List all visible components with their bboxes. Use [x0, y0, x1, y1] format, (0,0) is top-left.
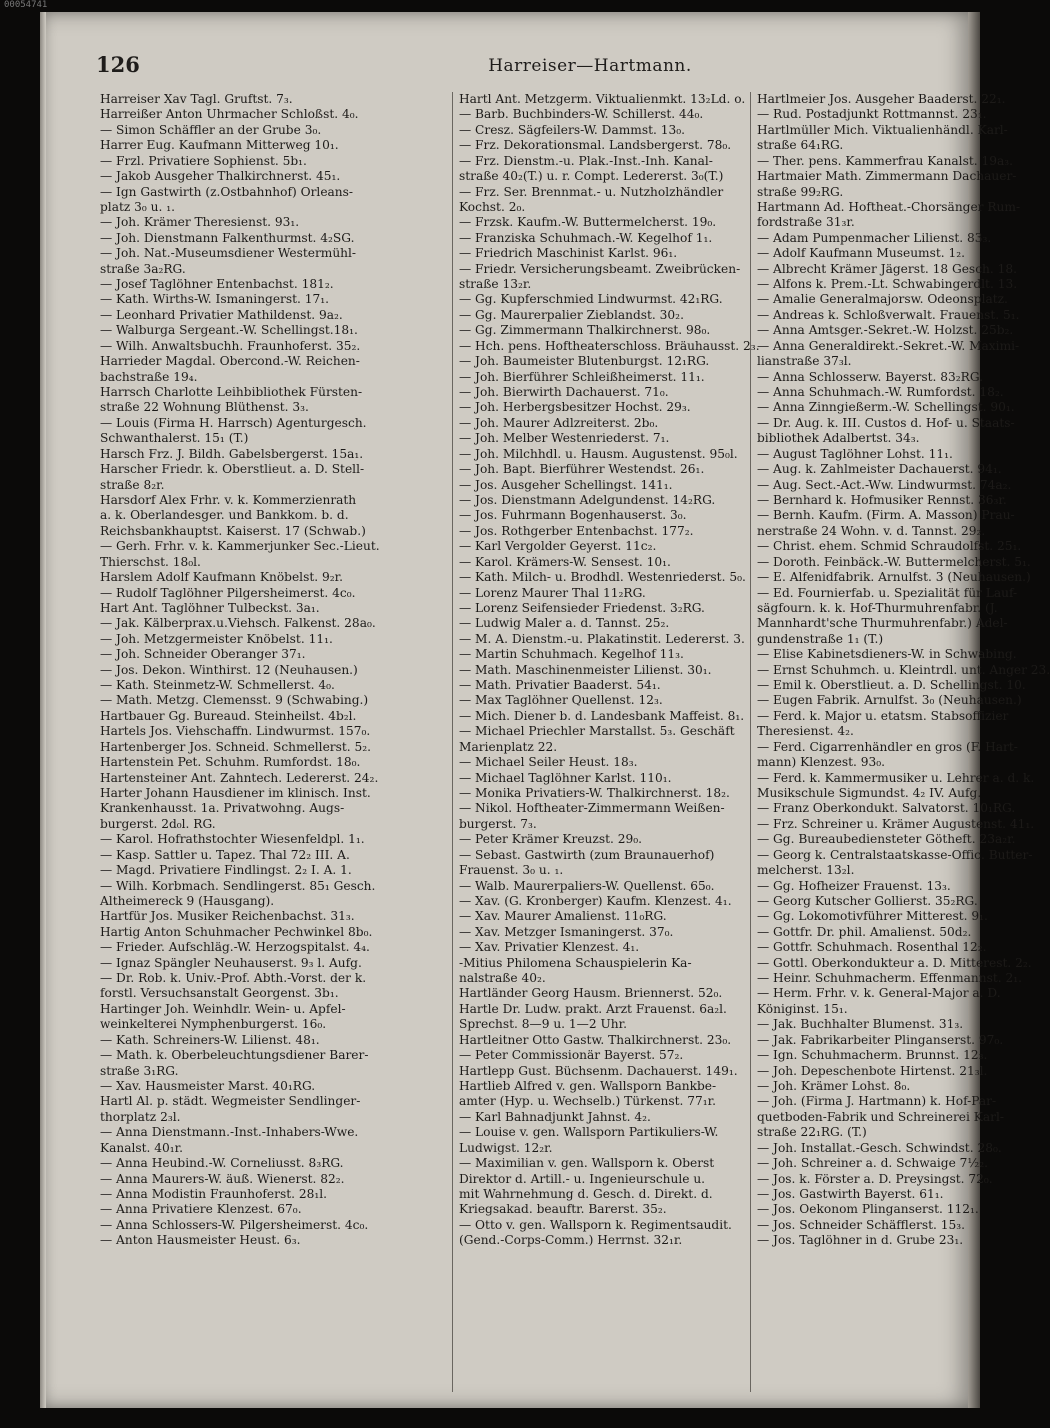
directory-entry: — Joh. Herbergsbesitzer Hochst. 29₃.	[459, 400, 691, 415]
directory-entry: Hartl Al. p. städt. Wegmeister Sendlinger-	[100, 1094, 361, 1109]
directory-entry: Harrieder Magdal. Obercond.-W. Reichen-	[100, 354, 360, 369]
directory-entry: — Math. Metzg. Clemensst. 9 (Schwabing.)	[100, 693, 369, 708]
directory-entry: — Karol. Hofrathstochter Wiesenfeldpl. 1₁.	[100, 832, 365, 847]
directory-entry: — Ferd. Cigarrenhändler en gros (F. Hart-	[757, 739, 1018, 754]
directory-entry: melcherst. 13₂l.	[757, 863, 855, 878]
directory-entry: — Max Taglöhner Quellenst. 12₃.	[459, 693, 663, 708]
directory-entry: — Jak. Buchhalter Blumenst. 31₃.	[757, 1017, 964, 1032]
directory-entry: Harsch Frz. J. Bildh. Gabelsbergerst. 15a₁.	[100, 446, 364, 461]
directory-entry: — August Taglöhner Lohst. 11₁.	[757, 446, 953, 461]
directory-entry: — Jos. k. Förster a. D. Preysingst. 72₀.	[757, 1171, 993, 1186]
directory-entry: — Kath. Schreiners-W. Lilienst. 48₁.	[100, 1032, 320, 1047]
directory-entry: — Joh. Schneider Oberanger 37₁.	[100, 647, 306, 662]
directory-entry: — Ign. Schuhmacherm. Brunnst. 12₃.	[757, 1048, 988, 1063]
directory-entry: straße 22 Wohnung Blüthenst. 3₃.	[100, 400, 309, 415]
directory-entry: — Frz. Schreiner u. Krämer Augustenst. 41₁.	[757, 816, 1035, 831]
directory-entry: — Kath. Milch- u. Brodhdl. Westenriederst. 5₀.	[459, 570, 746, 585]
directory-entry: — E. Alfenidfabrik. Arnulfst. 3 (Neuhausen.)	[757, 570, 1031, 585]
directory-entry: Hartinger Joh. Weinhdlr. Wein- u. Apfel-	[100, 1001, 346, 1016]
directory-entry: — Michael Seiler Heust. 18₃.	[459, 755, 638, 770]
directory-entry: — Ign Gastwirth (z.Ostbahnhof) Orleans-	[100, 184, 354, 199]
directory-entry: Musikschule Sigmundst. 4₂ IV. Aufg.	[757, 785, 982, 800]
directory-entry: — Lorenz Maurer Thal 11₂RG.	[459, 585, 646, 600]
directory-entry: — Friedrich Maschinist Karlst. 96₁.	[459, 246, 678, 261]
directory-entry: — Gg. Hofheizer Frauenst. 13₃.	[757, 878, 951, 893]
page-number: 126	[96, 52, 140, 77]
directory-entry: — Bernh. Kaufm. (Firm. A. Masson) Prau-	[757, 508, 1015, 523]
directory-entry: straße 3₁RG.	[100, 1063, 179, 1078]
directory-entry: — Gg. Lokomotivführer Mitterest. 9₁.	[757, 909, 988, 924]
directory-entry: — Leonhard Privatier Mathildenst. 9a₂.	[100, 307, 343, 322]
directory-entry: — Anton Hausmeister Heust. 6₃.	[100, 1233, 301, 1248]
directory-entry: — Joh. (Firma J. Hartmann) k. Hof-Par-	[757, 1094, 997, 1109]
directory-entry: — Ernst Schuhmch. u. Kleintrdl. unt. Anger 23.	[757, 662, 1050, 677]
directory-entry: — Joh. Maurer Adlzreiterst. 2b₀.	[459, 415, 659, 430]
directory-entry: Altheimereck 9 (Hausgang).	[100, 893, 275, 908]
directory-entry: — M. A. Dienstm.-u. Plakatinstit. Ledererst. 3.	[459, 631, 745, 646]
directory-entry: — Aug. k. Zahlmeister Dachauerst. 94₁.	[757, 462, 1002, 477]
directory-entry: — Frieder. Aufschläg.-W. Herzogspitalst. 4₄.	[100, 940, 370, 955]
directory-entry: — Andreas k. Schloßverwalt. Frauenst. 5₁.	[757, 307, 1020, 322]
directory-entry: — Xav. Hausmeister Marst. 40₁RG.	[100, 1079, 316, 1093]
directory-entry: — Eugen Fabrik. Arnulfst. 3₀ (Neuhausen.)	[757, 693, 1022, 708]
directory-entry: — Xav. Maurer Amalienst. 11₀RG.	[459, 909, 667, 924]
directory-entry: — Jos. Dekon. Winthirst. 12 (Neuhausen.)	[100, 662, 358, 677]
directory-entry: — Otto v. gen. Wallsporn k. Regimentsaudit.	[459, 1217, 732, 1232]
directory-entry: Harreiser Xav Tagl. Gruftst. 7₃.	[100, 92, 293, 106]
directory-entry: — Walb. Maurerpaliers-W. Quellenst. 65₀.	[459, 878, 715, 893]
directory-entry: Hartenberger Jos. Schneid. Schmellerst. 5₂.	[100, 739, 372, 754]
directory-entry: Hart Ant. Taglöhner Tulbeckst. 3a₁.	[100, 600, 320, 615]
directory-entry: quetboden-Fabrik und Schreinerei Karl-	[757, 1109, 1004, 1124]
directory-entry: — Xav. Privatier Klenzest. 4₁.	[459, 940, 640, 955]
directory-entry: mit Wahrnehmung d. Gesch. d. Direkt. d.	[459, 1186, 713, 1201]
directory-entry: — Gg. Bureaubediensteter Götheft. 23a₂r.	[757, 832, 1016, 847]
directory-entry: — Ludwig Maler a. d. Tannst. 25₂.	[459, 616, 670, 631]
directory-entry: Krankenhausst. 1a. Privatwohng. Augs-	[100, 801, 345, 816]
directory-entry: — Gerh. Frhr. v. k. Kammerjunker Sec.-Lieut.	[100, 539, 380, 554]
directory-entry: Hartels Jos. Viehschaffn. Lindwurmst. 157₀.	[100, 724, 371, 739]
directory-entry: Hartig Anton Schuhmacher Pechwinkel 8b₀.	[100, 924, 373, 939]
directory-entry: — Alfons k. Prem.-Lt. Schwabingerdlt. 13.	[757, 277, 1018, 292]
directory-entry: Hartbauer Gg. Bureaud. Steinheilst. 4b₂l.	[100, 708, 357, 723]
directory-entry: — Anna Generaldirekt.-Sekret.-W. Maximi-	[757, 338, 1020, 353]
directory-entry: Hartlmeier Jos. Ausgeher Baaderst. 22₁.	[757, 92, 1006, 106]
directory-entry: — Mich. Diener b. d. Landesbank Maffeist. 8₁.	[459, 708, 745, 723]
directory-entry: Hartländer Georg Hausm. Briennerst. 52₀.	[459, 986, 723, 1001]
directory-entry: Hartfür Jos. Musiker Reichenbachst. 31₃.	[100, 909, 355, 924]
directory-entry: bachstraße 19₄.	[100, 369, 198, 384]
directory-entry: — Anna Zinngießerm.-W. Schellingst. 90₁.	[757, 400, 1015, 415]
directory-entry: Hartlepp Gust. Büchsenm. Dachauerst. 149₁.	[459, 1063, 738, 1078]
directory-entry: — Christ. ehem. Schmid Schraudolfst. 25₁.	[757, 539, 1022, 554]
directory-entry: — Jos. Rothgerber Entenbachst. 177₂.	[459, 523, 694, 538]
directory-entry: — Friedr. Versicherungsbeamt. Zweibrücken-	[459, 261, 741, 276]
directory-entry: bibliothek Adalbertst. 34₃.	[757, 431, 920, 446]
directory-entry: — Jos. Dienstmann Adelgundenst. 14₂RG.	[459, 492, 716, 507]
directory-entry: — Heinr. Schuhmacherm. Effenmannst. 2₁.	[757, 971, 1022, 986]
directory-entry: — Ignaz Spängler Neuhauserst. 9₃ l. Aufg.	[100, 955, 362, 970]
directory-entry: — Wilh. Anwaltsbuchh. Fraunhoferst. 35₂.	[100, 338, 361, 353]
directory-entry: Thierschst. 18₀l.	[100, 554, 201, 569]
directory-entry: — Math. Maschinenmeister Lilienst. 30₁.	[459, 662, 712, 677]
directory-entry: — Georg Kutscher Gollierst. 35₂RG.	[757, 893, 978, 908]
directory-entry: Harslem Adolf Kaufmann Knöbelst. 9₂r.	[100, 570, 343, 585]
directory-entry: straße 22₁RG. (T.)	[757, 1125, 867, 1140]
directory-entry: — Jos. Oekonom Plinganserst. 112₁.	[757, 1202, 979, 1217]
directory-entry: — Rudolf Taglöhner Pilgersheimerst. 4c₀.	[100, 585, 356, 600]
directory-entry: — Wilh. Korbmach. Sendlingerst. 85₁ Gesch.	[100, 878, 376, 893]
page-gutter	[40, 12, 46, 1408]
directory-entry: — Joh. Milchhdl. u. Hausm. Augustenst. 95₀l.	[459, 446, 738, 461]
directory-entry: Hartenstein Pet. Schuhm. Rumfordst. 18₀.	[100, 755, 361, 770]
directory-entry: — Xav. (G. Kronberger) Kaufm. Klenzest. 4₁.	[459, 893, 732, 908]
directory-entry: — Jakob Ausgeher Thalkirchnerst. 45₁.	[100, 169, 341, 184]
directory-entry: Direktor d. Artill.- u. Ingenieurschule u.	[459, 1171, 706, 1186]
directory-entry: — Monika Privatiers-W. Thalkirchnerst. 18₂.	[459, 785, 730, 800]
directory-entry: — Joh. Bapt. Bierführer Westendst. 26₁.	[459, 462, 705, 477]
directory-entry: Hartmaier Math. Zimmermann Dachauer-	[757, 169, 1017, 184]
directory-entry: sägfourn. k. k. Hof-Thurmuhrenfabr. (J.	[757, 600, 998, 615]
directory-entry: (Gend.-Corps-Comm.) Herrnst. 32₁r.	[459, 1233, 683, 1248]
directory-entry: — Math. k. Oberbeleuchtungsdiener Barer-	[100, 1048, 369, 1063]
directory-entry: — Lorenz Seifensieder Friedenst. 3₂RG.	[459, 600, 705, 615]
directory-entry: — Gottfr. Dr. phil. Amalienst. 50d₂.	[757, 924, 972, 939]
directory-entry: Reichsbankhauptst. Kaiserst. 17 (Schwab.)	[100, 523, 366, 538]
directory-entry: Harscher Friedr. k. Oberstlieut. a. D. Stell-	[100, 462, 365, 477]
directory-entry: — Louis (Firma H. Harrsch) Agenturgesch.	[100, 415, 367, 430]
directory-entry: — Jos. Taglöhner in d. Grube 23₁.	[757, 1233, 964, 1248]
directory-entry: Hartmann Ad. Hoftheat.-Chorsänger Rum-	[757, 199, 1021, 214]
directory-entry: Harrsch Charlotte Leihbibliothek Fürsten-	[100, 385, 363, 400]
directory-entry: Kochst. 2₀.	[459, 199, 526, 214]
directory-entry: — Nikol. Hoftheater-Zimmermann Weißen-	[459, 801, 725, 816]
directory-entry: Hartl Ant. Metzgerm. Viktualienmkt. 13₂Ld. o.	[459, 92, 746, 106]
directory-entry: — Jos. Ausgeher Schellingst. 141₁.	[459, 477, 673, 492]
directory-entry: straße 64₁RG.	[757, 138, 844, 153]
directory-entry: — Anna Schlosserw. Bayerst. 83₂RG.	[757, 369, 984, 384]
directory-entry: lianstraße 37₃l.	[757, 354, 852, 369]
directory-entry: — Frz. Ser. Brennmat.- u. Nutzholzhändler	[459, 184, 724, 199]
directory-entry: — Anna Amtsger.-Sekret.-W. Holzst. 25b₂.	[757, 323, 1014, 338]
directory-entry: Theresienst. 4₂.	[757, 724, 854, 739]
directory-entry: — Kasp. Sattler u. Tapez. Thal 72₂ III. A.	[100, 847, 350, 862]
directory-entry: — Walburga Sergeant.-W. Schellingst.18₁.	[100, 323, 358, 338]
directory-entry: straße 40₂(T.) u. r. Compt. Ledererst. 3₀(T.)	[459, 169, 724, 184]
directory-entry: Hartle Dr. Ludw. prakt. Arzt Frauenst. 6a₂l.	[459, 1001, 727, 1016]
directory-entry: — Frzl. Privatiere Sophienst. 5b₁.	[100, 153, 307, 168]
scan-id: 00054741	[4, 0, 48, 10]
directory-entry: — Karol. Krämers-W. Sensest. 10₁.	[459, 554, 671, 569]
directory-entry: — Jos. Gastwirth Bayerst. 61₁.	[757, 1186, 944, 1201]
directory-entry: straße 8₂r.	[100, 477, 165, 492]
directory-entry: Mannhardt'sche Thurmuhrenfabr.) Adel-	[757, 616, 1008, 631]
directory-entry: — Franziska Schuhmach.-W. Kegelhof 1₁.	[459, 230, 713, 245]
directory-entry: — Anna Dienstmann.-Inst.-Inhabers-Wwe.	[100, 1125, 359, 1140]
directory-entry: — Louise v. gen. Wallsporn Partikuliers-W.	[459, 1125, 719, 1140]
directory-entry: — Anna Schuhmach.-W. Rumfordst. 18₂.	[757, 385, 1004, 400]
directory-entry: burgerst. 2d₀l. RG.	[100, 816, 216, 831]
directory-entry: — Anna Privatiere Klenzest. 67₀.	[100, 1202, 302, 1217]
directory-entry: thorplatz 2₃l.	[100, 1109, 181, 1124]
directory-column-2	[452, 92, 760, 1392]
directory-entry: — Frz. Dekorationsmal. Landsbergerst. 78₀.	[459, 138, 732, 153]
directory-entry: — Joh. Depeschenbote Hirtenst. 21₃l.	[757, 1063, 988, 1078]
running-head: Harreiser—Hartmann.	[488, 56, 692, 76]
directory-entry: — Emil k. Oberstlieut. a. D. Schellingst. 10.	[757, 678, 1026, 693]
directory-entry: — Michael Priechler Marstallst. 5₃. Geschäft	[459, 724, 735, 739]
directory-entry: — Aug. Sect.-Act.-Ww. Lindwurmst. 74a₂.	[757, 477, 1012, 492]
directory-entry: — Adam Pumpenmacher Lilienst. 83₃.	[757, 230, 992, 245]
directory-entry: — Herm. Frhr. v. k. General-Major a. D.	[757, 986, 1001, 1001]
directory-entry: gundenstraße 1₁ (T.)	[757, 631, 884, 646]
directory-entry: — Peter Commissionär Bayerst. 57₂.	[459, 1048, 684, 1063]
directory-entry: -Mitius Philomena Schauspielerin Ka-	[459, 955, 692, 970]
directory-entry: Sprechst. 8—9 u. 1—2 Uhr.	[459, 1017, 627, 1032]
directory-entry: Harrer Eug. Kaufmann Mitterweg 10₁.	[100, 138, 339, 153]
directory-entry: — Ferd. k. Major u. etatsm. Stabsoffizier	[757, 708, 1009, 723]
directory-entry: nerstraße 24 Wohn. v. d. Tannst. 29₂.	[757, 523, 986, 538]
directory-entry: — Gg. Kupferschmied Lindwurmst. 42₁RG.	[459, 292, 723, 307]
directory-entry: — Adolf Kaufmann Museumst. 1₂.	[757, 246, 966, 261]
directory-entry: platz 3₀ u. ₁.	[100, 199, 176, 214]
directory-entry: Hartensteiner Ant. Zahntech. Ledererst. 24₂.	[100, 770, 379, 785]
directory-entry: weinkelterei Nymphenburgerst. 16₀.	[100, 1017, 327, 1032]
directory-entry: — Hch. pens. Hoftheaterschloss. Bräuhausst. 2₃.	[459, 338, 760, 353]
directory-entry: — Kath. Wirths-W. Ismaningerst. 17₁.	[100, 292, 330, 307]
directory-entry: — Ferd. k. Kammermusiker u. Lehrer a. d. k.	[757, 770, 1035, 785]
directory-entry: — Joh. Schreiner a. d. Schwaige 7½₂.	[757, 1156, 989, 1171]
directory-entry: a. k. Oberlandesger. und Bankkom. b. d.	[100, 508, 349, 523]
directory-entry: — Joh. Bierwirth Dachauerst. 71₀.	[459, 385, 669, 400]
directory-entry: Hartlieb Alfred v. gen. Wallsporn Bankbe-	[459, 1079, 717, 1093]
directory-entry: — Dr. Rob. k. Univ.-Prof. Abth.-Vorst. der k.	[100, 971, 367, 986]
directory-entry: — Ther. pens. Kammerfrau Kanalst. 19a₃.	[757, 153, 1014, 168]
directory-entry: Kriegsakad. beauftr. Barerst. 35₂.	[459, 1202, 667, 1217]
directory-entry: — Karl Vergolder Geyerst. 11c₂.	[459, 539, 657, 554]
directory-entry: — Joh. Bierführer Schleißheimerst. 11₁.	[459, 369, 705, 384]
directory-entry: — Kath. Steinmetz-W. Schmellerst. 4₀.	[100, 678, 335, 693]
directory-entry: — Josef Taglöhner Entenbachst. 181₂.	[100, 277, 334, 292]
directory-entry: — Joh. Nat.-Museumsdiener Westermühl-	[100, 246, 357, 261]
directory-entry: straße 13₂r.	[459, 277, 532, 292]
directory-entry: — Ed. Fournierfab. u. Spezialität für Lauf-	[757, 585, 1018, 600]
directory-entry: — Georg k. Centralstaatskasse-Offic. Butter-	[757, 847, 1033, 862]
directory-entry: Schwanthalerst. 15₁ (T.)	[100, 431, 249, 446]
directory-entry: — Frzsk. Kaufm.-W. Buttermelcherst. 19₀.	[459, 215, 717, 230]
directory-entry: — Jak. Fabrikarbeiter Plinganserst. 97₀.	[757, 1032, 1004, 1047]
directory-entry: Frauenst. 3₀ u. ₁.	[459, 863, 564, 878]
directory-entry: amter (Hyp. u. Wechselb.) Türkenst. 77₁r.	[459, 1094, 717, 1109]
directory-column-3	[750, 92, 1050, 1392]
directory-entry: — Gg. Maurerpalier Zieblandst. 30₂.	[459, 307, 684, 322]
directory-entry: — Math. Privatier Baaderst. 54₁.	[459, 678, 661, 693]
directory-entry: — Doroth. Feinbäck.-W. Buttermelcherst. 5₁.	[757, 554, 1031, 569]
directory-entry: Kanalst. 40₁r.	[100, 1140, 184, 1155]
directory-entry: — Anna Modistin Fraunhoferst. 28₁l.	[100, 1186, 328, 1201]
directory-entry: — Gottl. Oberkondukteur a. D. Mitterest. 2₂.	[757, 955, 1032, 970]
directory-entry: — Anna Heubind.-W. Corneliusst. 8₃RG.	[100, 1156, 344, 1171]
directory-entry: nalstraße 40₂.	[459, 971, 546, 986]
directory-entry: — Franz Oberkondukt. Salvatorst. 10₁RG.	[757, 801, 1016, 816]
directory-entry: — Anna Schlossers-W. Pilgersheimerst. 4c₀.	[100, 1217, 369, 1232]
directory-entry: — Martin Schuhmach. Kegelhof 11₃.	[459, 647, 684, 662]
directory-entry: straße 3a₂RG.	[100, 261, 186, 276]
directory-entry: — Anna Maurers-W. äuß. Wienerst. 82₂.	[100, 1171, 345, 1186]
directory-entry: — Xav. Metzger Ismaningerst. 37₀.	[459, 924, 674, 939]
directory-entry: mann) Klenzest. 93₀.	[757, 755, 886, 770]
directory-entry: — Magd. Privatiere Findlingst. 2₂ I. A. 1.	[100, 863, 352, 878]
directory-entry: — Gg. Zimmermann Thalkirchnerst. 98₀.	[459, 323, 711, 338]
directory-entry: — Elise Kabinetsdieners-W. in Schwabing.	[757, 647, 1017, 662]
directory-entry: — Joh. Krämer Lohst. 8₀.	[757, 1079, 911, 1093]
directory-entry: — Jos. Schneider Schäfflerst. 15₃.	[757, 1217, 966, 1232]
directory-entry: Hartlmüller Mich. Viktualienhändl. Karl-	[757, 122, 1008, 137]
directory-entry: — Rud. Postadjunkt Rottmannst. 23₁.	[757, 107, 987, 122]
directory-entry: — Joh. Installat.-Gesch. Schwindst. 28₀.	[757, 1140, 1002, 1155]
directory-entry: — Joh. Metzgermeister Knöbelst. 11₁.	[100, 631, 333, 646]
directory-entry: — Michael Taglöhner Karlst. 110₁.	[459, 770, 672, 785]
directory-entry: — Joh. Melber Westenriederst. 7₁.	[459, 431, 670, 446]
directory-entry: — Karl Bahnadjunkt Jahnst. 4₂.	[459, 1109, 651, 1124]
directory-entry: — Albrecht Krämer Jägerst. 18 Gesch. 18.	[757, 261, 1017, 276]
directory-entry: — Joh. Baumeister Blutenburgst. 12₁RG.	[459, 354, 710, 369]
directory-entry: — Gottfr. Schuhmach. Rosenthal 12₂.	[757, 940, 987, 955]
directory-entry: Harter Johann Hausdiener im klinisch. Inst.	[100, 785, 371, 800]
directory-entry: Hartleitner Otto Gastw. Thalkirchnerst. 23₀.	[459, 1032, 732, 1047]
directory-entry: Marienplatz 22.	[459, 739, 558, 754]
directory-entry: fordstraße 31₃r.	[757, 215, 855, 230]
directory-entry: — Simon Schäffler an der Grube 3₀.	[100, 122, 322, 137]
directory-entry: — Jak. Kälberprax.u.Viehsch. Falkenst. 28a₀.	[100, 616, 376, 631]
directory-column-1	[100, 92, 440, 1392]
directory-entry: — Maximilian v. gen. Wallsporn k. Oberst	[459, 1156, 715, 1171]
directory-entry: — Frz. Dienstm.-u. Plak.-Inst.-Inh. Kanal-	[459, 153, 713, 168]
directory-entry: Harsdorf Alex Frhr. v. k. Kommerzienrath	[100, 492, 357, 507]
directory-entry: Königinst. 15₁.	[757, 1001, 848, 1016]
directory-entry: — Bernhard k. Hofmusiker Rennst. 36₃r.	[757, 492, 1007, 507]
directory-entry: — Peter Krämer Kreuzst. 29₀.	[459, 832, 642, 847]
directory-entry: — Jos. Fuhrmann Bogenhauserst. 3₀.	[459, 508, 687, 523]
directory-entry: — Barb. Buchbinders-W. Schillerst. 44₀.	[459, 107, 704, 122]
directory-entry: straße 99₂RG.	[757, 184, 844, 199]
directory-entry: — Amalie Generalmajorsw. Odeonsplatz.	[757, 292, 1008, 307]
directory-entry: — Cresz. Sägfeilers-W. Dammst. 13₀.	[459, 122, 685, 137]
directory-entry: — Dr. Aug. k. III. Custos d. Hof- u. Staats-	[757, 415, 1015, 430]
directory-entry: — Joh. Krämer Theresienst. 93₁.	[100, 215, 300, 230]
directory-entry: burgerst. 7₃.	[459, 816, 537, 831]
directory-entry: — Joh. Dienstmann Falkenthurmst. 4₂SG.	[100, 230, 355, 245]
directory-page	[40, 12, 1050, 1408]
directory-entry: Harreißer Anton Uhrmacher Schloßst. 4₀.	[100, 107, 359, 122]
directory-entry: forstl. Versuchsanstalt Georgenst. 3b₁.	[100, 986, 339, 1001]
directory-entry: Ludwigst. 12₂r.	[459, 1140, 553, 1155]
directory-entry: — Sebast. Gastwirth (zum Braunauerhof)	[459, 847, 715, 862]
